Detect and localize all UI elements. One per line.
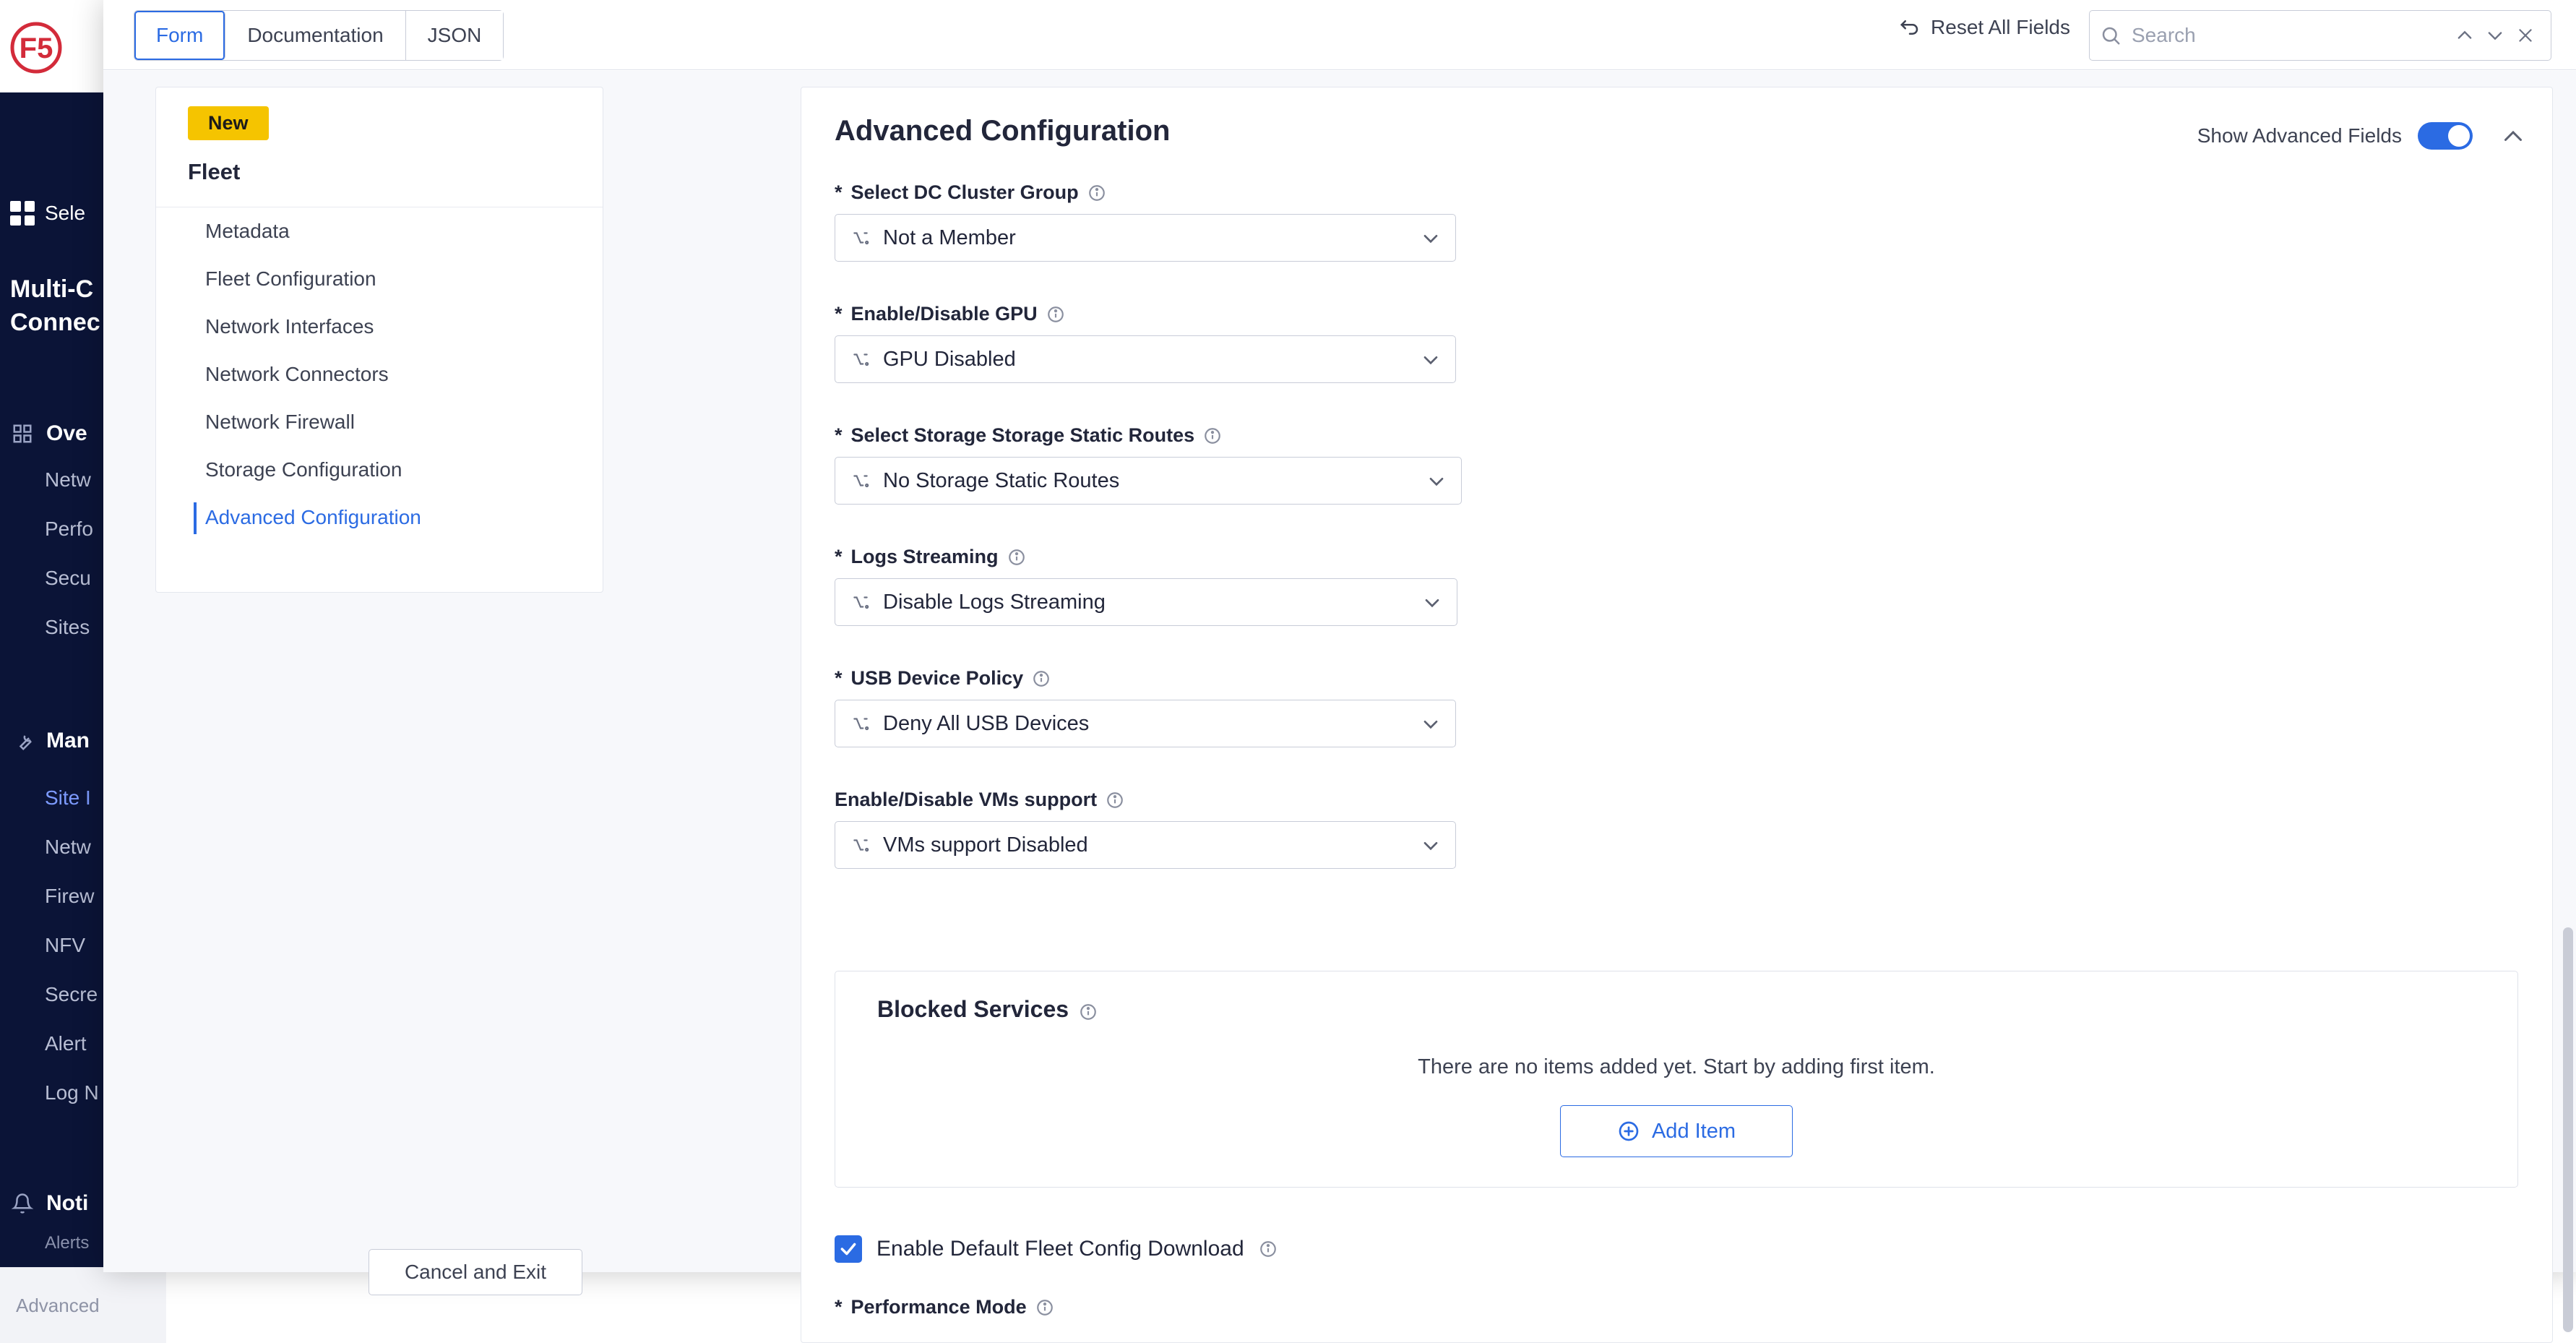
- nav-item-storage-configuration[interactable]: Storage Configuration: [205, 458, 402, 481]
- modal-body: [103, 71, 2576, 1318]
- sidebar-item-nfv[interactable]: NFV: [45, 934, 85, 956]
- field-storage-static-routes: [835, 424, 1462, 505]
- background-footer-label: Advanced: [16, 1294, 100, 1316]
- field-label: [835, 303, 1456, 325]
- tenant-selector-label: Sele: [45, 202, 86, 224]
- field-performance-mode: [835, 1296, 1054, 1329]
- blocked-services-title: [877, 996, 1098, 1023]
- required-marker: *: [835, 667, 843, 689]
- bell-icon: [10, 1191, 35, 1216]
- sidebar-section-manage-label: Man: [46, 729, 90, 752]
- info-icon[interactable]: [1087, 184, 1106, 202]
- page-title: Advanced Configuration: [835, 115, 1171, 147]
- info-icon[interactable]: [1203, 426, 1222, 445]
- gpu-select[interactable]: [835, 335, 1456, 383]
- info-icon[interactable]: [1259, 1240, 1278, 1258]
- sidebar-item-network-manage[interactable]: Netw: [45, 836, 91, 858]
- enable-default-fleet-config-download-label: Enable Default Fleet Config Download: [876, 1237, 1244, 1261]
- required-marker: *: [835, 1296, 843, 1318]
- chevron-down-icon: [1425, 469, 1448, 492]
- field-label-text: Enable/Disable GPU: [850, 303, 1038, 325]
- enable-default-fleet-config-download-checkbox[interactable]: [835, 1235, 862, 1263]
- field-label: [835, 546, 1457, 568]
- storage-static-routes-value: No Storage Static Routes: [883, 468, 1120, 492]
- view-mode-tabs: [134, 10, 504, 61]
- field-label-text: Logs Streaming: [850, 546, 999, 567]
- sidebar-item-firewall[interactable]: Firew: [45, 885, 95, 907]
- vms-support-select[interactable]: [835, 821, 1456, 869]
- nav-item-network-connectors[interactable]: Network Connectors: [205, 363, 389, 385]
- variable-icon: [848, 591, 873, 613]
- sidebar-item-alerts[interactable]: Alert: [45, 1032, 87, 1055]
- required-marker: *: [835, 181, 843, 203]
- field-label: [835, 789, 1456, 811]
- field-label-text: Performance Mode: [850, 1296, 1027, 1318]
- add-item-button[interactable]: [1560, 1105, 1793, 1157]
- search-prev-icon[interactable]: [2450, 20, 2480, 51]
- reset-all-fields-button[interactable]: [1899, 16, 2070, 39]
- sidebar-item-site-list[interactable]: Site I: [45, 786, 91, 809]
- show-advanced-fields-label: Show Advanced Fields: [2197, 124, 2402, 147]
- dc-cluster-group-select[interactable]: [835, 214, 1456, 262]
- gpu-value: GPU Disabled: [883, 347, 1016, 371]
- required-marker: *: [835, 303, 843, 325]
- dc-cluster-group-value: Not a Member: [883, 226, 1016, 249]
- vms-support-value: VMs support Disabled: [883, 833, 1088, 857]
- logs-streaming-value: Disable Logs Streaming: [883, 590, 1106, 614]
- field-label-text: Select DC Cluster Group: [850, 181, 1079, 203]
- f5-logo-icon: [7, 19, 65, 77]
- reset-all-fields-label: Reset All Fields: [1931, 16, 2070, 38]
- grid-icon: [10, 201, 35, 226]
- sidebar-section-overview[interactable]: [10, 421, 87, 446]
- variable-icon: [848, 470, 873, 492]
- field-enable-disable-gpu: [835, 303, 1456, 383]
- chevron-down-icon: [1419, 833, 1442, 857]
- add-item-label: Add Item: [1651, 1119, 1736, 1143]
- info-icon[interactable]: [1046, 305, 1065, 324]
- configuration-modal: [103, 0, 2576, 1318]
- tab-form[interactable]: Form: [134, 11, 225, 60]
- sidebar-item-log-management[interactable]: Log N: [45, 1081, 99, 1104]
- plus-circle-icon: [1617, 1120, 1640, 1143]
- chevron-down-icon: [1421, 591, 1444, 614]
- advanced-configuration-panel: [801, 87, 2553, 1343]
- sidebar-notifications-sub: Alerts: [45, 1233, 90, 1253]
- show-advanced-fields-toggle[interactable]: [2418, 122, 2473, 150]
- variable-icon: [848, 348, 873, 370]
- sidebar-item-security[interactable]: Secu: [45, 567, 91, 589]
- info-icon[interactable]: [1035, 1298, 1054, 1317]
- form-step-nav: [155, 87, 603, 593]
- search-icon: [2100, 25, 2121, 46]
- sidebar-item-network[interactable]: Netw: [45, 468, 91, 491]
- usb-device-policy-select[interactable]: [835, 700, 1456, 747]
- form-object-title: Fleet: [188, 159, 241, 184]
- info-icon[interactable]: [1032, 669, 1051, 688]
- sidebar-item-sites[interactable]: Sites: [45, 616, 90, 638]
- search-input[interactable]: [2121, 23, 2450, 48]
- required-marker: *: [835, 424, 843, 446]
- logs-streaming-select[interactable]: [835, 578, 1457, 626]
- usb-device-policy-value: Deny All USB Devices: [883, 711, 1090, 735]
- field-label-text: USB Device Policy: [850, 667, 1024, 689]
- variable-icon: [848, 834, 873, 856]
- background-page-title: Multi-C Connec: [10, 275, 100, 336]
- required-marker: *: [835, 546, 843, 567]
- tab-json[interactable]: JSON: [406, 11, 504, 60]
- svg-text:F5: F5: [19, 33, 53, 64]
- variable-icon: [848, 227, 873, 249]
- field-select-dc-cluster-group: [835, 181, 1456, 262]
- field-vms-support: [835, 789, 1456, 869]
- enable-default-fleet-config-download-row: [835, 1235, 1278, 1263]
- show-advanced-fields-control: [2197, 122, 2473, 150]
- field-label-text: Select Storage Storage Static Routes: [850, 424, 1195, 446]
- nav-item-network-firewall[interactable]: Network Firewall: [205, 411, 355, 433]
- search-next-icon[interactable]: [2480, 20, 2510, 51]
- tab-documentation[interactable]: Documentation: [225, 11, 405, 60]
- field-label: [835, 667, 1456, 690]
- info-icon[interactable]: [1079, 1000, 1098, 1019]
- blocked-services-empty-text: There are no items added yet. Start by adding first item.: [1418, 1055, 1935, 1078]
- search-clear-icon[interactable]: [2510, 20, 2541, 51]
- undo-icon: [1899, 17, 1921, 38]
- collapse-section-icon[interactable]: [2500, 124, 2526, 150]
- sidebar-section-manage[interactable]: [10, 729, 90, 753]
- sidebar-section-notifications-label: Noti: [46, 1191, 89, 1215]
- field-label-text: Enable/Disable VMs support: [835, 789, 1098, 810]
- field-label: [835, 181, 1456, 204]
- chevron-down-icon: [1419, 348, 1442, 371]
- vertical-scrollbar[interactable]: [2563, 927, 2573, 1332]
- blocked-services-title-text: Blocked Services: [877, 996, 1069, 1022]
- sidebar-item-performance[interactable]: Perfo: [45, 518, 93, 540]
- wrench-icon: [10, 729, 35, 753]
- cancel-and-exit-button[interactable]: Cancel and Exit: [369, 1249, 582, 1295]
- form-step-nav-header: [156, 87, 603, 207]
- nav-item-network-interfaces[interactable]: Network Interfaces: [205, 315, 374, 338]
- tenant-selector[interactable]: [10, 201, 85, 226]
- variable-icon: [848, 713, 873, 734]
- blocked-services-section: [835, 971, 2518, 1188]
- sidebar-section-notifications[interactable]: [10, 1191, 88, 1216]
- overview-icon: [10, 421, 35, 446]
- search-bar: [2089, 10, 2551, 61]
- sidebar-item-secrets[interactable]: Secre: [45, 983, 98, 1005]
- chevron-down-icon: [1419, 712, 1442, 735]
- nav-item-advanced-configuration[interactable]: Advanced Configuration: [156, 494, 603, 541]
- sidebar-section-overview-label: Ove: [46, 421, 87, 445]
- field-label: [835, 424, 1462, 447]
- chevron-down-icon: [1419, 226, 1442, 249]
- nav-item-metadata[interactable]: Metadata: [205, 220, 290, 242]
- background-footer: [0, 1267, 166, 1343]
- field-label: [835, 1296, 1054, 1318]
- nav-item-fleet-configuration[interactable]: Fleet Configuration: [205, 267, 376, 290]
- new-badge: New: [188, 106, 269, 140]
- modal-header: [103, 0, 2576, 70]
- storage-static-routes-select[interactable]: [835, 457, 1462, 505]
- field-logs-streaming: [835, 546, 1457, 626]
- info-icon[interactable]: [1007, 548, 1026, 567]
- info-icon[interactable]: [1106, 791, 1124, 810]
- field-usb-device-policy: [835, 667, 1456, 747]
